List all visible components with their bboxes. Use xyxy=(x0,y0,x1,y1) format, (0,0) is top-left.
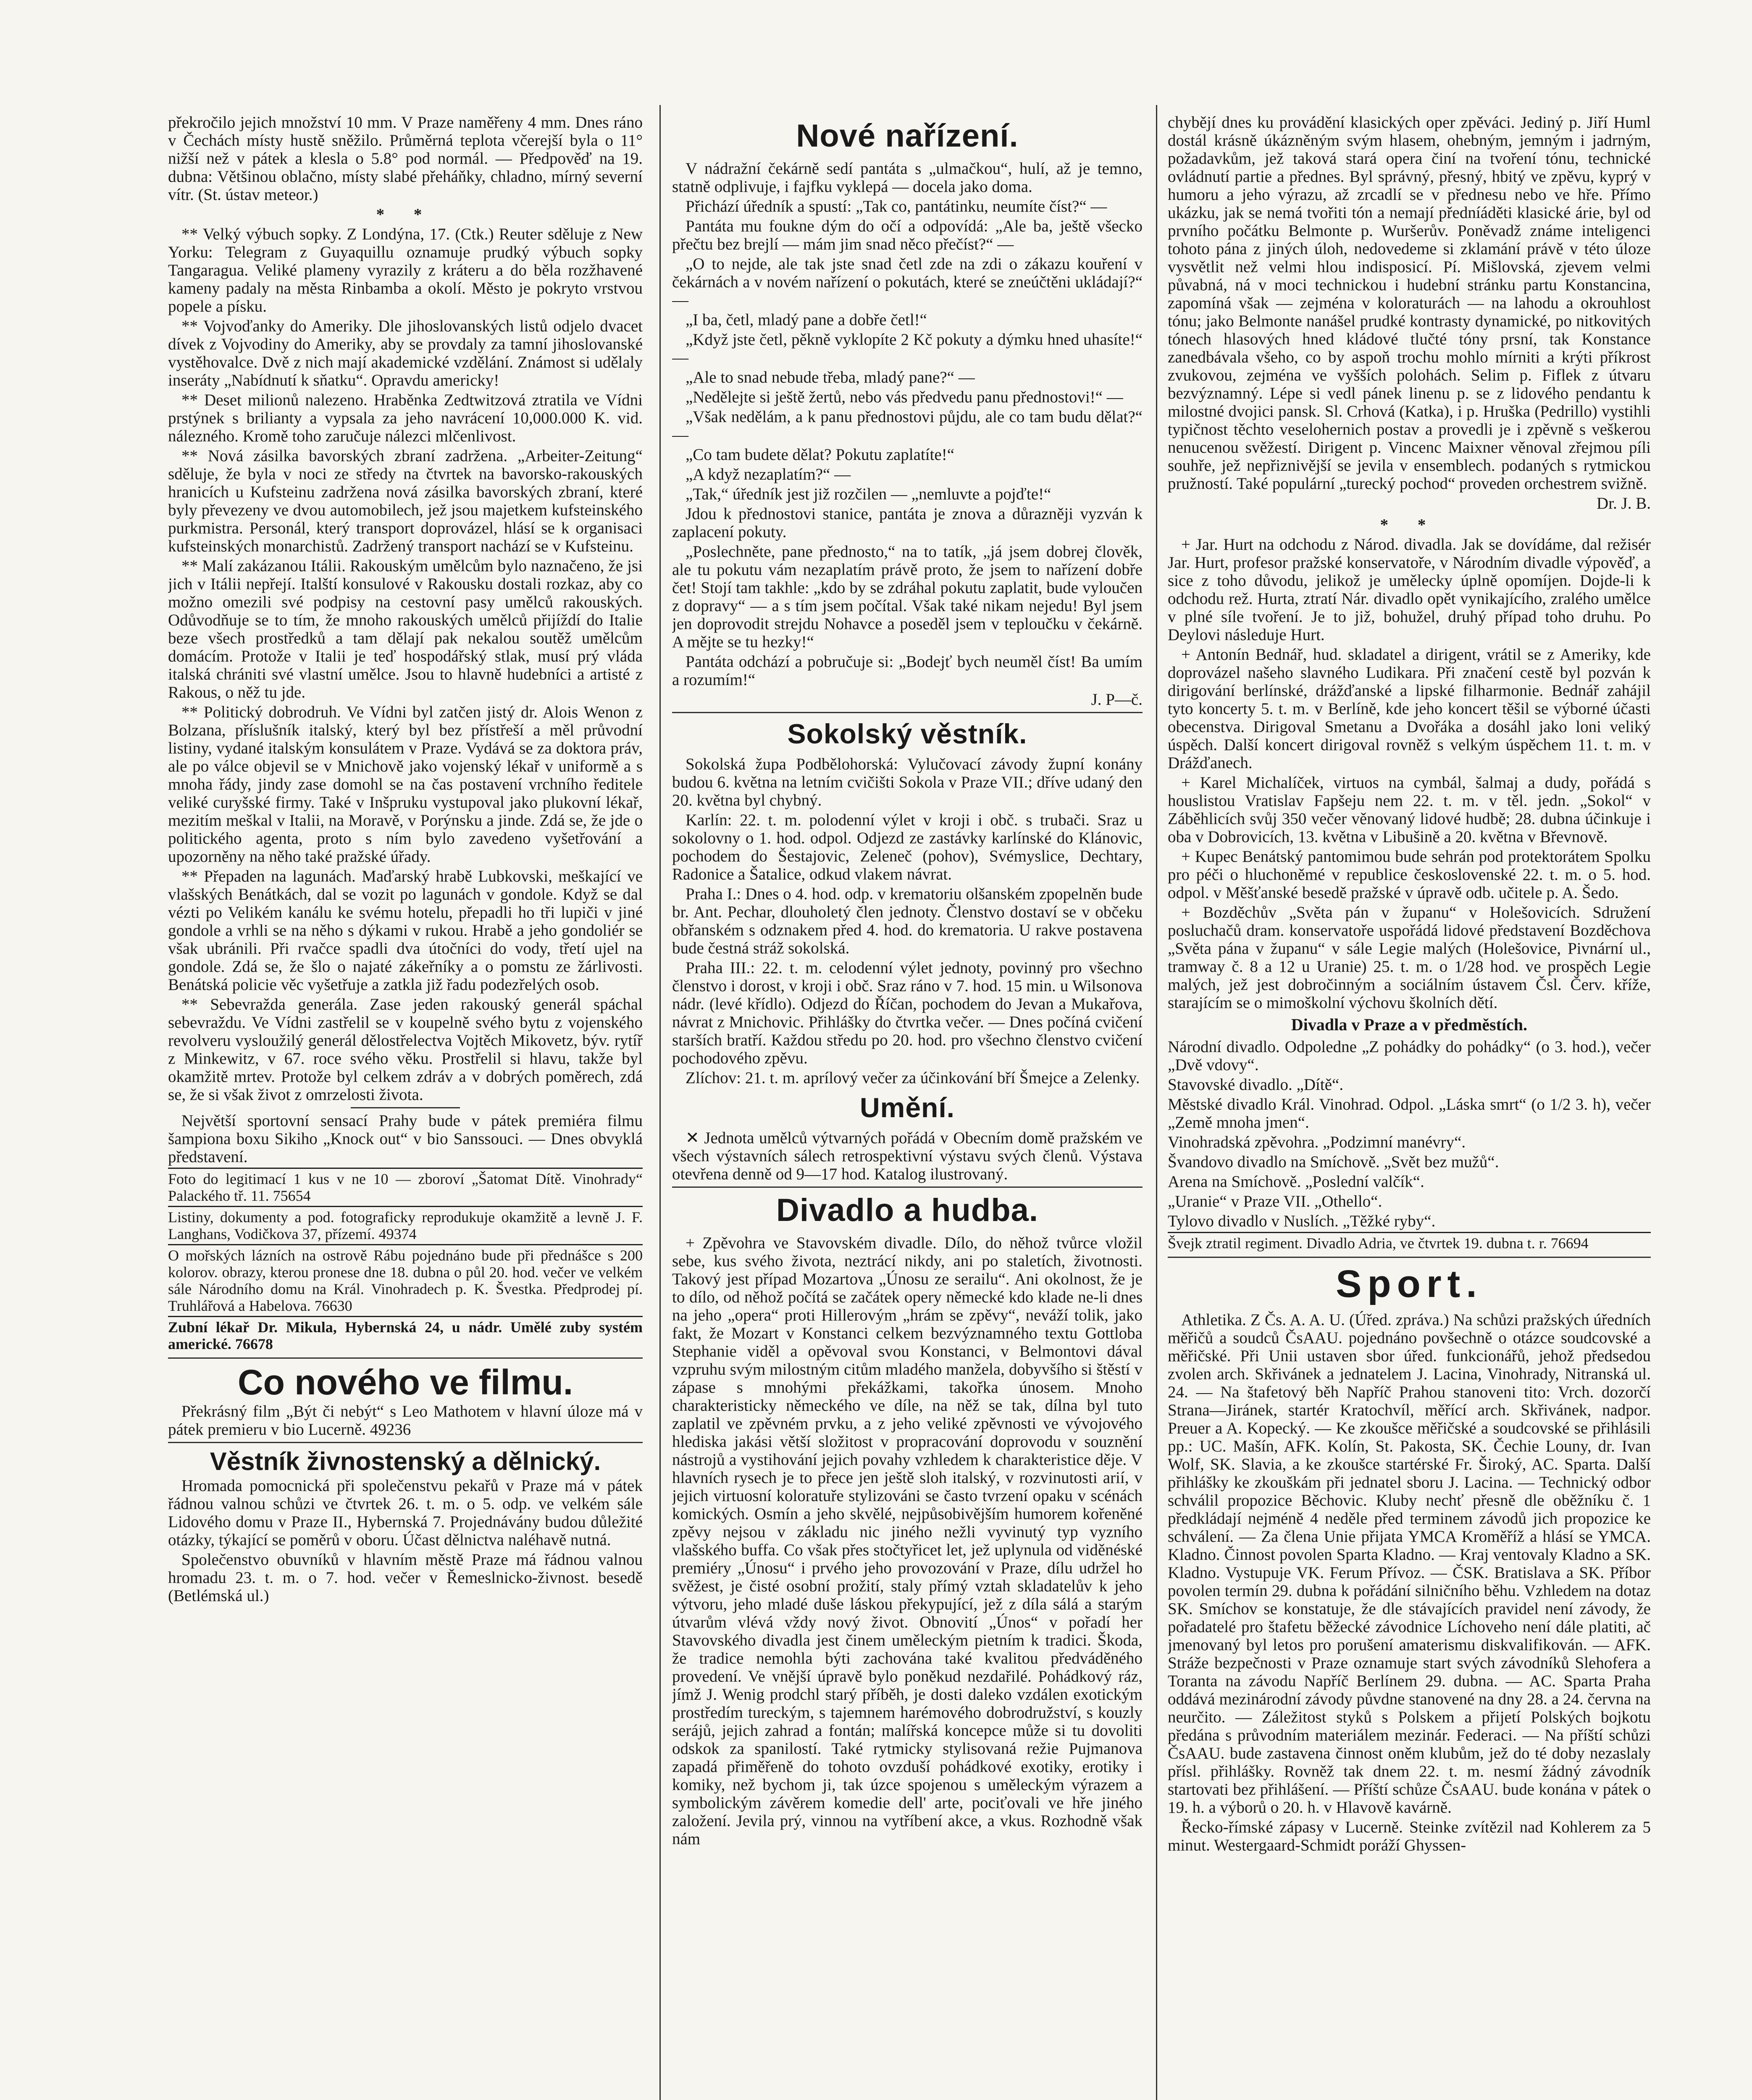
heading-sokol: Sokolský věstník. xyxy=(787,718,1027,749)
column-middle xyxy=(672,113,1143,2100)
story-paragraph: Pantáta odchází a pobručuje si: „Bodejť bych neuměl číst! Ba umím a rozumím!“ xyxy=(672,653,1143,689)
column-right xyxy=(1168,113,1651,2100)
author-signature: J. P—č. xyxy=(1091,690,1143,709)
ad-dentist: Zubní lékař Dr. Mikula, Hybernská 24, u nádr. Umělé zuby systém americké. 76678 xyxy=(168,1316,643,1354)
divider xyxy=(672,1186,1143,1188)
program-entry: „Uranie“ v Praze VII. „Othello“. xyxy=(1168,1192,1382,1210)
program-heading: Divadla v Praze a v předměstích. xyxy=(1291,1015,1528,1034)
program-entry: Stavovské divadlo. „Dítě“. xyxy=(1168,1076,1344,1094)
column-left xyxy=(168,113,643,2100)
divider xyxy=(672,712,1143,713)
sokol-item: Sokolská župa Podbělohorská: Vylučovací závody župní konány budou 6. května na letním cvičišti Sokola v Praze VII.; dříve udaný den 20. května byl chybný. xyxy=(672,755,1143,809)
article-volcano: ** Velký výbuch sopky. Z Londýna, 17. (Ctk.) Reuter sděluje z New Yorku: Telegram z Guyaquillu oznamuje prudký výbuch sopky Tangaragua. Veliké plameny vyrazily z kráteru a do běla rozžhavené kameny padaly na města Rinbamba a okolí. Město je pokryto vrstvou popele a písku. xyxy=(168,225,643,315)
story-paragraph: „Poslechněte, pane přednosto,“ na to tatík, „já jsem dobrej člověk, ale tu pokutu vám nezaplatím právě proto, že jsem to nařízení dobře čet! Stojí tam takhle: „kdo by se zdráhal pokutu zaplatit, bude vyloučen z dopravy“ — a s tím jsem počítal. Však také nikam nejedu! Byl jsem jen doprovodit strejdu Nohavce a poseděl jsem v teploučku v čekárně. A mějte se tu hezky!“ xyxy=(672,543,1143,651)
separator-stars: * * xyxy=(1380,516,1439,534)
story-paragraph: „Když jste četl, pěkně vyklopíte 2 Kč pokuty a dýmku hned uhasíte!“ — xyxy=(672,331,1143,367)
heading-new-regulation: Nové nařízení. xyxy=(796,118,1019,154)
heading-theatre-music: Divadlo a hudba. xyxy=(776,1192,1039,1228)
theatre-item: + Karel Michalíček, virtuos na cymbál, šalmaj a dudy, pořádá s houslistou Vratislav Fapšeju nem 22. t. m. v těl. jedn. „Sokol“ v Záběhlicích svůj 350 večer věnovaný lidové hudbě; 28. dubna účinkuje i oba v Dobrovicích, 13. května v Libušině a 20. května v Břevnově. xyxy=(1168,774,1651,846)
story-paragraph: „I ba, četl, mladý pane a dobře četl!“ xyxy=(686,311,927,329)
column-divider xyxy=(1156,105,1157,2100)
story-paragraph: „Tak,“ úředník jest již rozčilen — „nemluvte a pojďte!“ xyxy=(686,485,1051,503)
article-italy-forbidden: ** Malí zakázanou Itálii. Rakouským umělcům bylo naznačeno, že jsi jich v Itálii nepřejí. Italští konsulové v Rakousku dostali rozkaz, aby co možno omezili své podpisy na cestovní pasy umělců rakouských. Odůvodňuje se to tím, že mnoho rakouských umělců přijíždí do Italie beze všech prostředků a tam dělají pak nekalou soutěž umělcům domácím. Protože v Italii je teď hospodářský stlak, musí prý vláda italská chrániti své vlastní umělce. Jsou to hlavně hudebníci a artisté z Rakous, o něž tu jde. xyxy=(168,557,643,701)
article-sport-sensation: Největší sportovní sensací Prahy bude v pátek premiéra filmu šampiona boxu Sikiho „Knock out“ v bio Sanssouci. — Dnes obvyklá představení. xyxy=(168,1112,643,1166)
story-paragraph: Přichází úředník a spustí: „Tak co, pantátinku, neumíte číst?“ — xyxy=(686,197,1107,215)
sokol-item: Praha I.: Dnes o 4. hod. odp. v krematoriu olšanském zpopelněn bude br. Ant. Pechar, dlouholetý člen jednoty. Členstvo dostaví se v občeku obřanském s odznakem před 4. hod. do krematoria. U rakve postavena bude čestná stráž sokolská. xyxy=(672,885,1143,957)
story-paragraph: „Ale to snad nebude třeba, mladý pane?“ — xyxy=(686,368,975,386)
ad-photo-legitimace: Foto do legitimací 1 kus v ne 10 — zboroví „Šatomat Dítě. Vinohrady“ Palackého tř. 11. 75654 xyxy=(168,1168,643,1206)
theatre-item: + Kupec Benátský pantomimou bude sehrán pod protektorátem Spolku pro péči o hluchoněmé v republice československé 22. t. m. o 5. hod. odpol. v Měšťanské besedě pražské v úpravě odb. učitele p. A. Šedo. xyxy=(1168,848,1651,902)
sokol-item: Karlín: 22. t. m. polodenní výlet v kroji i obč. s trubači. Sraz u sokolovny o 1. hod. odpol. Odjezd ze zastávky karlínské do Klánovic, pochodem do Šestajovic, Zeleneč (pohov), Svémyslice, Dechtary, Radonice a Šatalice, odkud vlakem návrat. xyxy=(672,811,1143,883)
opera-review-continued: chybějí dnes ku provádění klasických oper zpěváci. Jediný p. Jiří Huml dostál krásně úkázněným svým hlasem, ohebným, jemným i jadrným, požadavkům, jež taková stará opera činí na tvoření tónu, technické ovládnutí partie a přednes. Byl správný, přesný, hbitý ve zpěvu, kyprý v humoru a jeho výrazu, až zrcadlí se v přednesu nebo ve hře. Přímo ukázku, jak se nemá tvořiti tón a nemají předníáděti klasické árie, byl od prvního počátku Belmonte p. Wuršerův. Poněvadž známe inteligenci tohoto pána z jiných úloh, nedovedeme si zklamání právě v této úloze vysvětlit než velmi hlou indisposicí. Pí. Mišlovská, zjevem velmi půvabná, ná v moci technickou i hudební stránku partu Konstancina, zapomíná však — zejména v koloraturách — na lahodu a okrouhlost tónu; jako Belmonte nanášel prudké kontrasty dynamické, po nitkovitých tónech hlasových hned kládové tlučté tóny prsní, tak Konstance zanedbávala všeho, co by aspoň trochu mohlo mírniti a krýti příkrost zvukovou, zejména ve vyšších polohách. Selim p. Fiflek z útvaru bezvýznamný. Lépe si vedl pánek linenu p. se z lidového pendantu k milostné dvojici pansk. Sl. Crhová (Katka), i p. Hruška (Pedrillo) vystihli typičnost těchto veselohernich postav a provedli je i zpěvně s veškerou nenucenou svěžestí. Dirigent p. Vincenc Maixner věnoval zřejmou píli souhře, jež nepřiznivější se jevila v ensemblech. podaných s rytmickou pružností. Také populární „turecký pochod“ proveden orchestrem svižně. xyxy=(1168,113,1651,493)
art-item: ✕ Jednota umělců výtvarných pořádá v Obecním domě pražském ve všech výstavních sálech retrospektivní výstavu svých členů. Výstava otevřena denně od 9—17 hod. Katalog ilustrovaný. xyxy=(672,1129,1143,1183)
divider xyxy=(168,1357,643,1359)
story-paragraph: „O to nejde, ale tak jste snad četl zde na zdi o zákazu kouření v čekárnách a v novém nařízení o pokutách, které se zneúčtěni ukládají?“ — xyxy=(672,255,1143,309)
program-entry: Švandovo divadlo na Smíchově. „Svět bez mužů“. xyxy=(1168,1153,1499,1171)
sport-wrestling: Řecko-římské zápasy v Lucerně. Steinke zvítězil nad Kohlerem za 5 minut. Westergaard-Schmidt poráží Ghyssen- xyxy=(1168,1818,1651,1854)
program-entry: Městské divadlo Král. Vinohrad. Odpol. „Láska smrt“ (o 1/2 3. h), večer „Země mnoha jmen“. xyxy=(1168,1095,1651,1131)
divider xyxy=(351,1107,460,1108)
trade-notice-bakers: Hromada pomocnická při společenstvu pekařů v Praze má v pátek řádnou valnou schůzi ve čtvrtek 26. t. m. o 5. odp. ve velkém sále Lidového domu v Praze II., Hybernská 7. Projednávány budou důležité otázky, týkající se poměrů v oboru. Účast dělnictva naléhavě nutná. xyxy=(168,1477,643,1549)
story-paragraph: „Nedělejte si ještě žertů, nebo vás předvedu panu přednostovi!“ — xyxy=(686,388,1123,406)
article-general-suicide: ** Sebevražda generála. Zase jeden rakouský generál spáchal sebevraždu. Ve Vídni zastřelil se v koupelně svého bytu z vojenského revolveru vysloužilý generál dělostřelectva Vojtěch Mikovetz, býv. rytíř z Minkewitz, v 67. roce svého věku. Prostřelil si hlavu, takže byl okamžitě mrtev. Protože byl celkem zdráv a v dobrých poměrech, zdá se, že si však život z omrzelosti života. xyxy=(168,995,643,1104)
program-entry: Vinohradská zpěvohra. „Podzimní manévry“. xyxy=(1168,1133,1466,1151)
sokol-item: Praha III.: 22. t. m. celodenní výlet jednoty, povinný pro všechno členstvo i dorost, v kroji i obč. Sraz ráno v 7. hod. 15 min. u Wilsonova nádr. (levé křídlo). Odjezd do Říčan, pochodem do Jevan a Mukařova, návrat z Mnichovic. Přihlášky do čtvrtka večer. — Dnes počíná cvičení starších bratří. Každou středu po 20. hod. pro všechno členstvo cvičení pochodového zpěvu. xyxy=(672,959,1143,1067)
article-millions-found: ** Deset milionů nalezeno. Hraběnka Zedtwitzová ztratila ve Vídni prstýnek s brilianty a vypsala za jeho navrácení 10,000.000 K. vid. nálezného. Kromě toho zaručuje nálezci mlčenlivost. xyxy=(168,391,643,445)
ad-svejk: Švejk ztratil regiment. Divadlo Adria, ve čtvrtek 19. dubna t. r. 76694 xyxy=(1168,1232,1651,1253)
article-vojvodina: ** Vojvoďanky do Ameriky. Dle jihoslovanských listů odjelo dvacet dívek z Vojvodiny do Ameriky, aby se provdaly za tamní jihoslovanské vystěhovalce. Dvě z nich mají akademické vzdělání. Známost si udělaly inseráty „Nabídnutí k sňatku“. Opravdu americky! xyxy=(168,317,643,389)
story-paragraph: „Však nedělám, a k panu přednostovi půjdu, ale co tam budu dělat?“ — xyxy=(672,408,1143,444)
sokol-item: Zlíchov: 21. t. m. aprílový večer za účinkování bří Šmejce a Zelenky. xyxy=(686,1069,1140,1087)
film-heading: Co nového ve filmu. xyxy=(237,1362,573,1402)
film-notice: Překrásný film „Být či nebýt“ s Leo Mathotem v hlavní úloze má v pátek premieru v bio Lucerně. 49236 xyxy=(168,1402,643,1438)
theatre-item: + Bozděchův „Světa pán v županu“ v Holešovicích. Sdružení posluchačů dram. konservatoře uspořádá lidové představení Bozděchova „Světa pána v županu“ v sále Legie malých (Holešovice, Pivnární ul., tramway č. 8 a 12 u Uranie) 25. t. m. o 1/28 hod. ve prospěch Legie malých, jež jest dobročinným a sociálním ústavem Čsl. Červ. kříže, starajícím se o mimoškolní výchovu školních dětí. xyxy=(1168,903,1651,1012)
story-paragraph: Jdou k přednostovi stanice, pantáta je znova a důrazněji vyzván k zaplacení pokuty. xyxy=(672,505,1143,541)
story-paragraph: V nádražní čekárně sedí pantáta s „ulmačkou“, hulí, až je temno, statně odplivuje, i fajfku vyklepá — docela jako doma. xyxy=(672,160,1143,196)
article-adventurer: ** Politický dobrodruh. Ve Vídni byl zatčen jistý dr. Alois Wenon z Bolzana, příslušník italský, který byl bez přístřeší a měl průvodní listiny, vydané italským konsulátem v Praze. Vydává se za doktora práv, ale po válce objevil se v Mnichově jako vojenský lékař v uniformě a s mnoha řády, jindy zase domohl se na čas postavení vrchního ředitele veliké curyšské firmy. Také v Inšpruku vystupoval jako plukovní lékař, mezitím meškal v Italii, na Moravě, v Porýnsku a jinde. Zdá se, že jde o politického agenta, proto s ním bylo zavedeno vyšetřování a upozorněny na něho také pražské úřady. xyxy=(168,703,643,866)
theatre-item: + Antonín Bednář, hud. skladatel a dirigent, vrátil se z Ameriky, kde doprovázel našeho slavného Ludikara. Při značení cestě byl pozván k dirigování berlínské, drážďanské a lipské filharmonie. Bednář zahájil tyto koncerty 5. t. m. v Berlíně, kde jeho koncert těšil se výborné účasti obecenstva. Dirigoval Smetanu a Dvořáka a dosáhl jako loni veliký úspěch. Další koncert dirigoval rovněž s velkým úspěchem 11. t. m. v Drážďanech. xyxy=(1168,646,1651,772)
story-paragraph: „Co tam budete dělat? Pokutu zaplatíte!“ xyxy=(686,446,955,464)
author-signature: Dr. J. B. xyxy=(1597,494,1651,512)
article-lagoons: ** Přepaden na lagunách. Maďarský hrabě Lubkovski, meškající ve vlašských Benátkách, dal se vozit po lagunách v gondole. Když se dal vézti po Velikém kanálu ke svému hotelu, přepadli ho tři lupiči v jiné gondole a vrhli se na něho s dýkami v rukou. Hrabě a jeho gondoliér se však ubránili. Při rvačce spadli dva útočníci do vody, třetí ujel na gondole. Zdá se, že šlo o najaté zákeřníky a o pomstu ze žárlivosti. Benátská policie věc vyšetřuje a zatkla již řadu podezřelých osob. xyxy=(168,867,643,994)
divider xyxy=(168,1442,643,1443)
program-entry: Arena na Smíchově. „Poslední valčík“. xyxy=(1168,1173,1424,1191)
heading-art: Umění. xyxy=(859,1092,955,1123)
ad-listiny: Listiny, dokumenty a pod. fotograficky reprodukuje okamžitě a levně J. F. Langhans, Vodičkova 37, přízemí. 49374 xyxy=(168,1206,643,1244)
program-entry: Národní divadlo. Odpoledne „Z pohádky do pohádky“ (o 3. hod.), večer „Dvě vdovy“. xyxy=(1168,1038,1651,1074)
sport-athletics: Athletika. Z Čs. A. A. U. (Úřed. zpráva.) Na schůzi pražských úředních měřičů a soudců ČsAAU. pojednáno povšechně o otázce soudcovské a měřičské. Při Unii ustaven sbor úřed. funkcionářů, jehož předsedou zvolen arch. Skřivánek a jednatelem J. Lacina, Vinohrady, Nitranská ul. 24. — Na štafetový běh Napříč Prahou stanoveni tito: Vrch. dozorčí Strana—Jiránek, startér Kratochvíl, měřící arch. Skřivánek, nadpor. Preuer a A. Kopecký. — Ke zkoušce měřičské a soudcovské se přihlásili pp.: UC. Mašín, AFK. Kolín, St. Pakosta, SK. Čechie Louny, dr. Ivan Wolf, SK. Slavia, a ke zkoušce startérské Fr. Široký, AC. Sparta. Další přihlášky ke zkouškám při jednatel sboru J. Lacina. — Technický odbor schválil propozice Běchovic. Kluby nechť přesně dle oběžníku č. 1 předkládají nejméně 4 neděle před terminem závodů jich propozice ke schválení. — Za člena Unie přijata YMCA Kroměříž a hlásí se YMCA. Kladno. Činnost povolen Sparta Kladno. — Kraj ventovaly Kladno a SK. Kladno. Vystupuje VK. Ferum Přívoz. — ČSK. Bratislava a SK. Příbor povolen termín 29. dubna k pořádání silničního běhu. Vzhledem na dotaz SK. Smíchov se konstatuje, že dle stávajících pravidel není závody, že pořadatelé pro štafetu běžecké závodnice Líchoveho není dále platiti, ač jmenovaný byl letos pro porušení amaterismu diskvalifikován. — AFK. Stráže bezpečnosti v Praze oznamuje start svých závodníků Slehofera a Toranta na závodu Napříč Berlínem 29. dubna. — AC. Sparta Praha oddává mezinárodní závody půvdne stanovené na dny 28. a 24. června na neurčito. — Záležitost styků s Polskem a přijetí Polských bojkotu předána s průvodním materiálem mezinár. Federaci. — Na příští schůzi ČsAAU. bude zastavena činnost oněm klubům, jež do té doby nezaslaly přísl. přihlášky. Rovněž tak dnem 22. t. m. nesmí žádný závodník startovati bez přihlášení. — Příští schůze ČsAAU. bude konána v pátek o 19. h. a výborů o 20. h. v Hlavově kavárně. xyxy=(1168,1311,1651,1816)
ad-rab-lecture: O mořských lázních na ostrově Rábu pojednáno bude při přednášce s 200 kolorov. obrazy, kterou pronese dne 18. dubna o půl 20. hod. večer ve velkém sále Národního domu na Král. Vinohradech p. K. Švestka. Předprodej pí. Truhlářová a Habelova. 76630 xyxy=(168,1244,643,1316)
divider xyxy=(1168,1257,1651,1258)
column-divider xyxy=(659,105,661,2100)
separator-stars: * * xyxy=(376,205,435,223)
story-paragraph: „A když nezaplatím?“ — xyxy=(686,465,851,483)
weather-report: překročilo jejich množství 10 mm. V Praze naměřeny 4 mm. Dnes ráno v Čechách místy hustě sněžilo. Průměrná teplota včerejší byla o 11° nižší než v pátek a klesla o 5.8° pod normál. — Předpověď na 19. dubna: Většinou oblačno, místy slabé přeháňky, chladno, mírný severní vítr. (St. ústav meteor.) xyxy=(168,113,643,204)
trade-heading: Věstník živnostenský a dělnický. xyxy=(210,1447,601,1475)
story-paragraph: Pantáta mu foukne dým do očí a odpovídá: „Ale ba, ještě všecko přečtu bez brejlí — mám jim snad něco přečíst?“ — xyxy=(672,217,1143,253)
theatre-item: + Jar. Hurt na odchodu z Národ. divadla. Jak se dovídáme, dal režisér Jar. Hurt, profesor pražské konservatoře, v Národním divadle výpověď, a sice z toho důvodu, jelikož je umělecky úplně opomíjen. Dojde-li k odchodu rež. Hurta, ztratí Nár. divadlo opět vynikajícího, zralého umělce v plné síle tvoření. Je to již, bohužel, druhý případ toho druhu. Po Deylovi následuje Hurt. xyxy=(1168,536,1651,644)
theatre-program xyxy=(1168,1038,1651,1230)
opera-review: + Zpěvohra ve Stavovském divadle. Dílo, do něhož tvůrce vložil sebe, kus svého života, neztrácí nikdy, ani po staletích, životnosti. Takový jest případ Mozartova „Únosu ze serailu“. Ani okolnost, že je to dílo, od něhož počítá se začátek opery německé kdo klade ne-li dnes na jeho „opera“ proti Hillerovým „hrám se zpěvy“, neváží tolik, jako fakt, že Mozart v Konstanci celkem bezvýznamného textu Gottloba Stephanie viděl a opěvoval svou Konstanci, v Belmontovi dával vzpruhu svým milostným citům mladého manžela, dobyvšího si štěstí v zápase s mnohými překážkami, takořka únosem. Mnoho charakteristicky německého ve díle, na něž se tak, dílna byl tuto zaplatil ve zpěvném prvku, a z jeho veliké zpěvnosti ve vývojového hlediska jakási větší složitost v propracování doprovodu v souznění nástrojů a vystihování jejich povahy vzhledem k charakteristice děje. V hlavních rysech je to přece jen ještě sloh italský, v rozvinutosti arií, v jejich virtuosní koloratuře stylizováni se často tvrzení opaku v scénách komických. Osmín a jeho skvělé, nejpůsobivějším humorem kořeněné zpěvy nejsou v základu nic jiného nežli vyvinutý typ vyzního vlašského buffa. Co však přes stočtyřicet let, jež uplynula od viděnéské premiéry „Únosu“ i prvého jeho provozování v Praze, dílu udržel ho svěžest, je čisté osobní prožití, staly přímý vztah skladatelův k jeho výtvoru, jeho mladé duše láskou překypující, jež z díla sálá a starým útvarům vlévá vždy nový život. Obnovití „Únos“ v pořadí her Stavovského divadla jest činem uměleckým pietním k tradici. Škoda, že tradice nemohla býti zachována také kvalitou předváděného provedení. Ve vnější úpravě bylo poněkud nezdařilé. Pohádkový ráz, jímž J. Wenig prodchl starý příběh, je dosti daleko vzdálen exotickým prostředím tureckým, s tajemnem harémového dobrodružství, s kouzly serájů, jejich zahrad a fontán; malířská koncepce může si tu dovoliti odskok za spanilostí. Také rytmicky stylisovaná režie Pujmanova zapadá přiměřeně do tohoto ovzduší pohádkové exotiky, erotiky i komiky, než bychom ji, tak úzce spojenou s uměleckým výrazem a symbolickým závěrem komedie dell' arte, pociťovali ve hře jiného založení. Jevila prý, vinnou na vytříbení akce, a vkus. Rozhodně však nám xyxy=(672,1234,1143,1848)
program-entry: Tylovo divadlo v Nuslích. „Těžké ryby“. xyxy=(1168,1212,1436,1230)
trade-notice-shoemakers: Společenstvo obuvníků v hlavním městě Praze má řádnou valnou hromadu 23. t. m. o 7. hod. večer v Řemeslnicko-živnost. besedě (Betlémská ul.) xyxy=(168,1551,643,1605)
heading-sport: Sport. xyxy=(1336,1263,1483,1305)
article-bavarian-weapons: ** Nová zásilka bavorských zbraní zadržena. „Arbeiter-Zeitung“ sděluje, že byla v noci ze středy na čtvrtek na bavorsko-rakouských hranicích u Kufsteinu zadržena nová zásilka bavorských zbraní, které byly převezeny ve dvou automobilech, jež jsou majetkem kufsteinského purkmistra. Personál, který transport doprovázel, hlásí se k organisaci kufsteinských monarchistů. Zadržený transport nachází se v Kufsteinu. xyxy=(168,447,643,555)
